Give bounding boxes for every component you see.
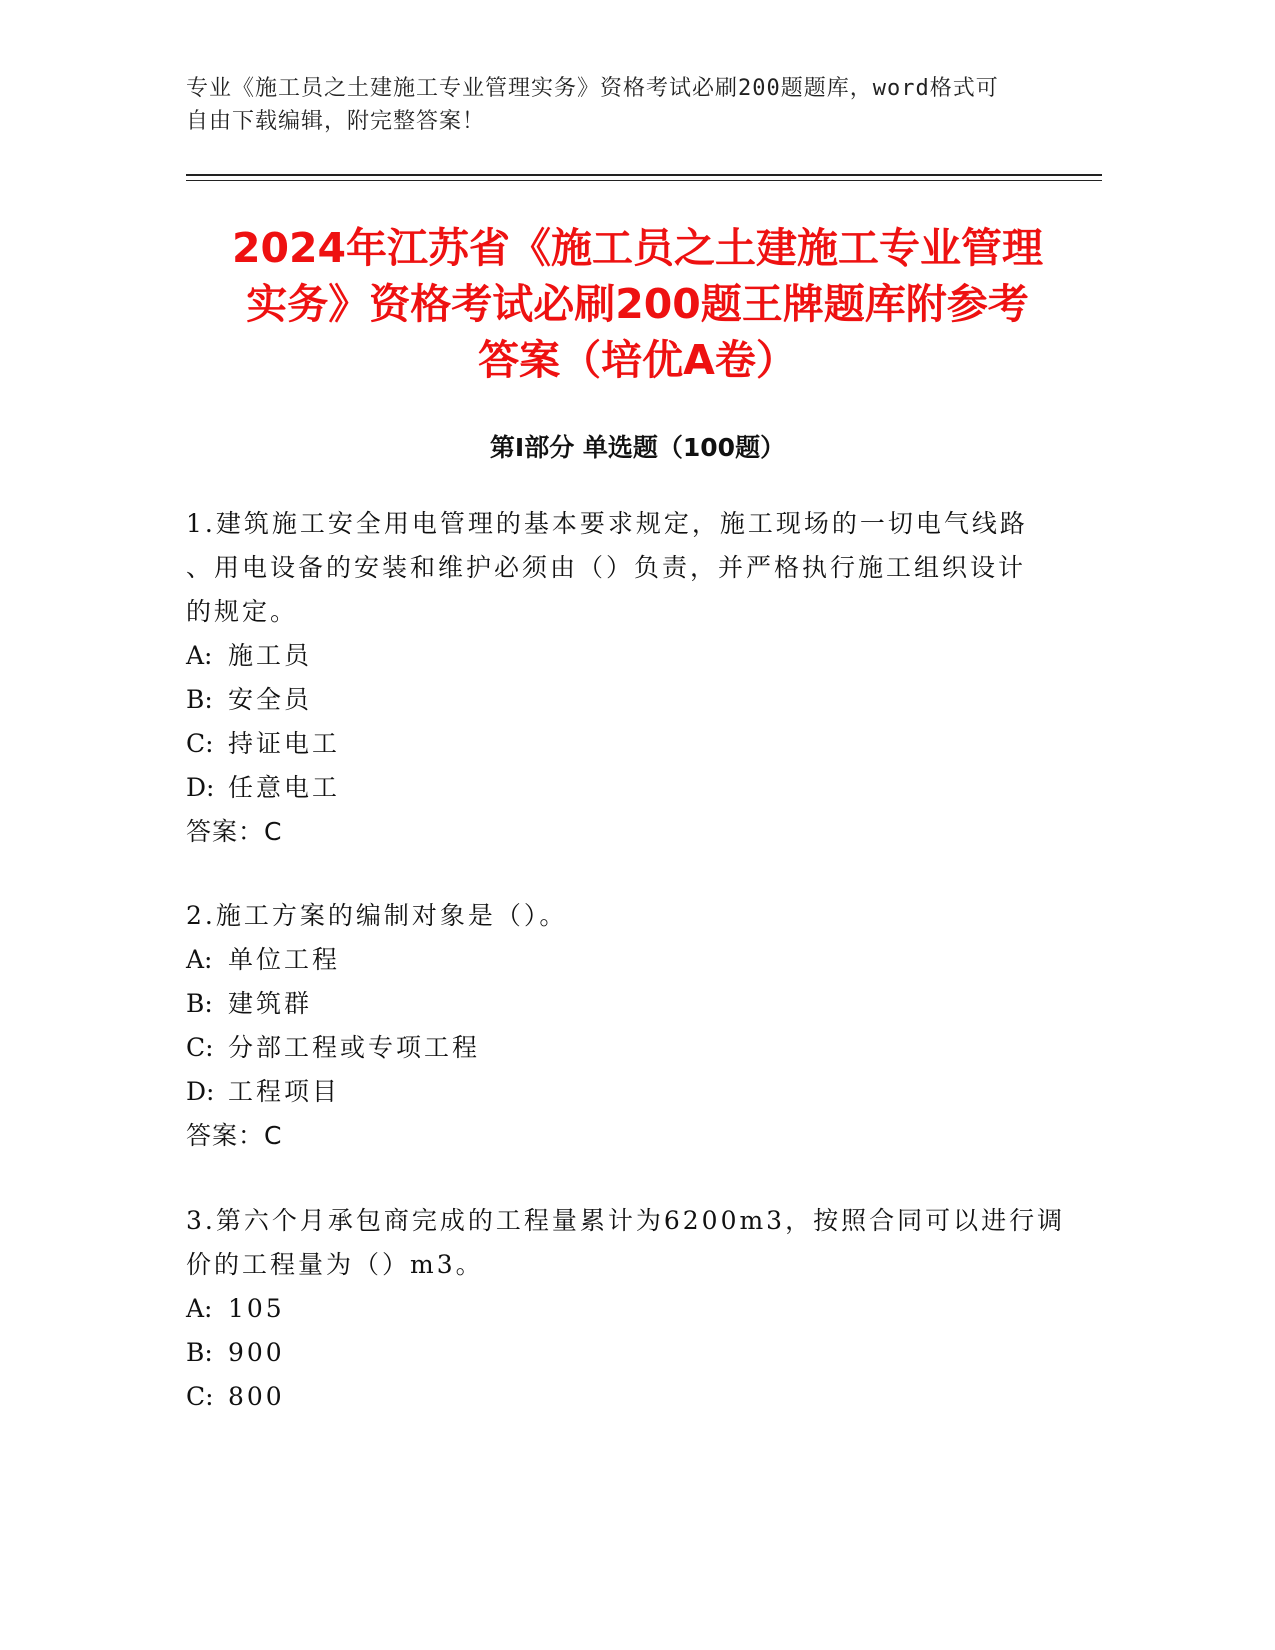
option-label: A: bbox=[186, 1294, 213, 1323]
title-line: 实务》资格考试必刷200题王牌题库附参考 bbox=[246, 280, 1029, 328]
option-text: 105 bbox=[228, 1294, 285, 1323]
option-label: B: bbox=[186, 989, 213, 1018]
option-text: 工程项目 bbox=[228, 1077, 341, 1106]
question-stem: 价的工程量为（）m3。 bbox=[186, 1250, 484, 1279]
option-b bbox=[186, 1331, 1086, 1375]
section-title: 第Ⅰ部分 单选题（100题） bbox=[489, 433, 786, 462]
option-a bbox=[186, 634, 1086, 678]
option-c bbox=[186, 1375, 1086, 1419]
question-stem: 的规定。 bbox=[186, 597, 299, 626]
question-stem: 2.施工方案的编制对象是（）。 bbox=[186, 901, 568, 930]
header-note bbox=[186, 72, 1066, 138]
option-text: 建筑群 bbox=[228, 989, 313, 1018]
option-text: 安全员 bbox=[228, 685, 313, 714]
option-label: A: bbox=[186, 945, 213, 974]
option-text: 分部工程或专项工程 bbox=[228, 1033, 481, 1062]
option-label: B: bbox=[186, 1338, 213, 1367]
question-3 bbox=[186, 1199, 1086, 1419]
question-stem: 1.建筑施工安全用电管理的基本要求规定，施工现场的一切电气线路 bbox=[186, 509, 1028, 538]
option-c bbox=[186, 1026, 1086, 1070]
option-text: 持证电工 bbox=[228, 729, 341, 758]
option-text: 800 bbox=[228, 1382, 285, 1411]
title-line: 2024年江苏省《施工员之土建施工专业管理 bbox=[231, 224, 1044, 272]
question-stem: 3.第六个月承包商完成的工程量累计为6200m3，按照合同可以进行调 bbox=[186, 1206, 1066, 1235]
option-label: C: bbox=[186, 1033, 214, 1062]
option-d bbox=[186, 766, 1086, 810]
option-text: 施工员 bbox=[228, 641, 313, 670]
option-label: A: bbox=[186, 641, 213, 670]
question-stem: 、用电设备的安装和维护必须由（）负责，并严格执行施工组织设计 bbox=[186, 553, 1027, 582]
option-label: D: bbox=[186, 1077, 215, 1106]
option-label: B: bbox=[186, 685, 213, 714]
document-title bbox=[150, 220, 1125, 388]
question-1 bbox=[186, 502, 1086, 854]
option-b bbox=[186, 678, 1086, 722]
option-b bbox=[186, 982, 1086, 1026]
header-divider bbox=[186, 174, 1102, 176]
question-2 bbox=[186, 894, 1086, 1158]
option-a bbox=[186, 938, 1086, 982]
option-a bbox=[186, 1287, 1086, 1331]
option-text: 任意电工 bbox=[228, 773, 341, 802]
header-note-line: 专业《施工员之土建施工专业管理实务》资格考试必刷200题题库，word格式可 bbox=[186, 76, 999, 101]
answer: 答案：C bbox=[186, 817, 283, 846]
option-text: 900 bbox=[228, 1338, 285, 1367]
option-text: 单位工程 bbox=[228, 945, 341, 974]
header-divider-thin bbox=[186, 180, 1102, 181]
option-label: C: bbox=[186, 1382, 214, 1411]
answer: 答案：C bbox=[186, 1121, 283, 1150]
title-line: 答案（培优A卷） bbox=[478, 336, 797, 384]
option-label: D: bbox=[186, 773, 215, 802]
option-c bbox=[186, 722, 1086, 766]
option-d bbox=[186, 1070, 1086, 1114]
option-label: C: bbox=[186, 729, 214, 758]
header-note-line: 自由下载编辑，附完整答案！ bbox=[186, 109, 486, 134]
